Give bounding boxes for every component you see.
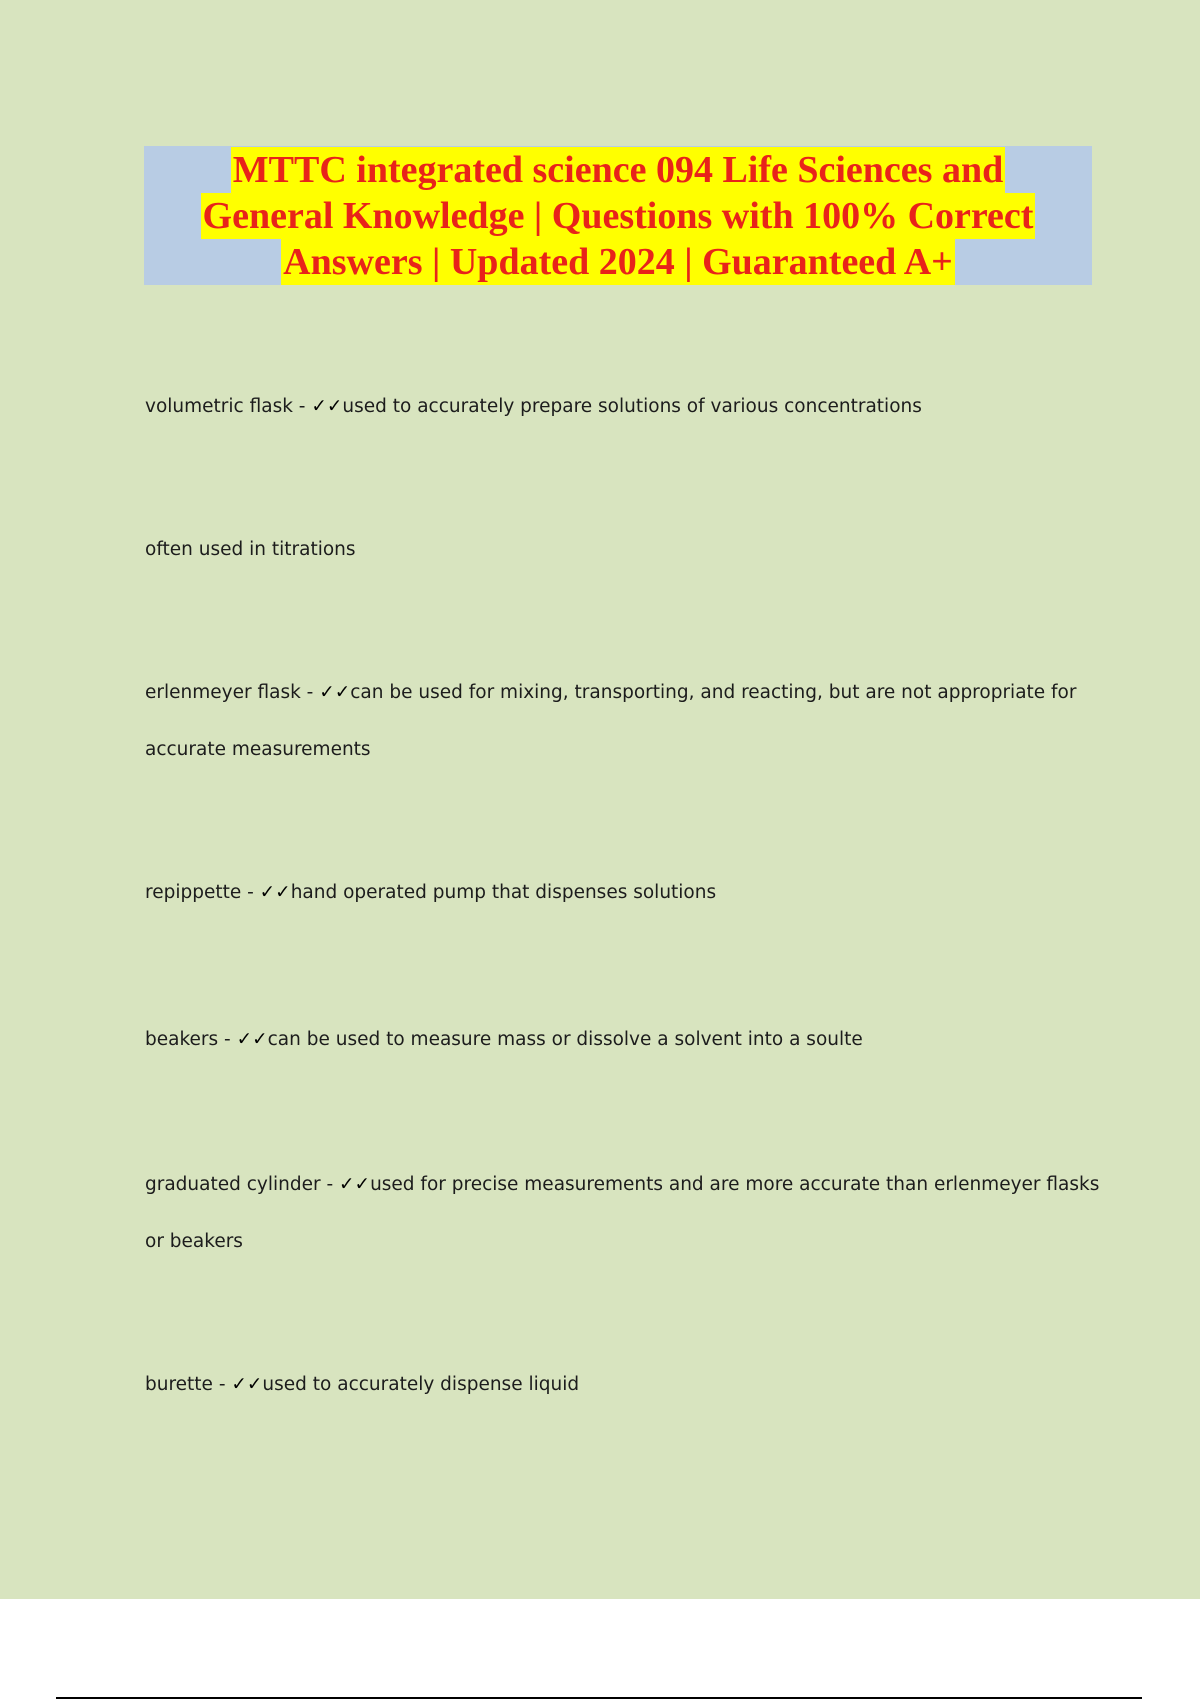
entry-burette <box>145 1374 579 1396</box>
checkmark-icon: ✓✓ <box>311 396 343 417</box>
entry-text: often used in titrations <box>145 539 356 560</box>
entry-volumetric-flask <box>145 396 922 418</box>
checkmark-icon: ✓✓ <box>339 1174 371 1195</box>
entry-repippette <box>145 882 716 904</box>
entry-text: or beakers <box>145 1231 243 1252</box>
entry-term: burette - <box>145 1374 232 1395</box>
entry-graduated-cylinder <box>145 1174 1099 1196</box>
footer-divider <box>56 1697 1142 1699</box>
checkmark-icon: ✓✓ <box>236 1029 268 1050</box>
entry-answer: can be used to measure mass or dissolve a solvent into a soulte <box>267 1029 863 1050</box>
entry-answer: used to accurately dispense liquid <box>262 1374 580 1395</box>
checkmark-icon: ✓✓ <box>319 682 351 703</box>
entry-answer: used for precise measurements and are more accurate than erlenmeyer flasks <box>370 1174 1100 1195</box>
entry-term: volumetric flask - <box>145 396 312 417</box>
entry-continuation <box>145 739 371 761</box>
entry-continuation <box>145 1231 243 1253</box>
entry-answer: can be used for mixing, transporting, and reacting, but are not appropriate for <box>350 682 1077 703</box>
entry-term: beakers - <box>145 1029 237 1050</box>
entry-answer: hand operated pump that dispenses solutions <box>290 882 717 903</box>
entry-beakers <box>145 1029 863 1051</box>
title-line-3: Answers | Updated 2024 | Guaranteed A+ <box>283 240 953 283</box>
title-line-2: General Knowledge | Questions with 100% Correct <box>202 194 1034 237</box>
entry-continuation <box>145 539 356 561</box>
entry-term: repippette - <box>145 882 260 903</box>
document-title <box>144 146 1092 285</box>
entry-term: erlenmeyer flask - <box>145 682 320 703</box>
checkmark-icon: ✓✓ <box>231 1374 263 1395</box>
entry-text: accurate measurements <box>145 739 371 760</box>
title-line-1: MTTC integrated science 094 Life Sciences and <box>232 148 1004 191</box>
entry-answer: used to accurately prepare solutions of various concentrations <box>342 396 922 417</box>
entry-term: graduated cylinder - <box>145 1174 340 1195</box>
entry-erlenmeyer-flask <box>145 682 1076 704</box>
checkmark-icon: ✓✓ <box>259 882 291 903</box>
